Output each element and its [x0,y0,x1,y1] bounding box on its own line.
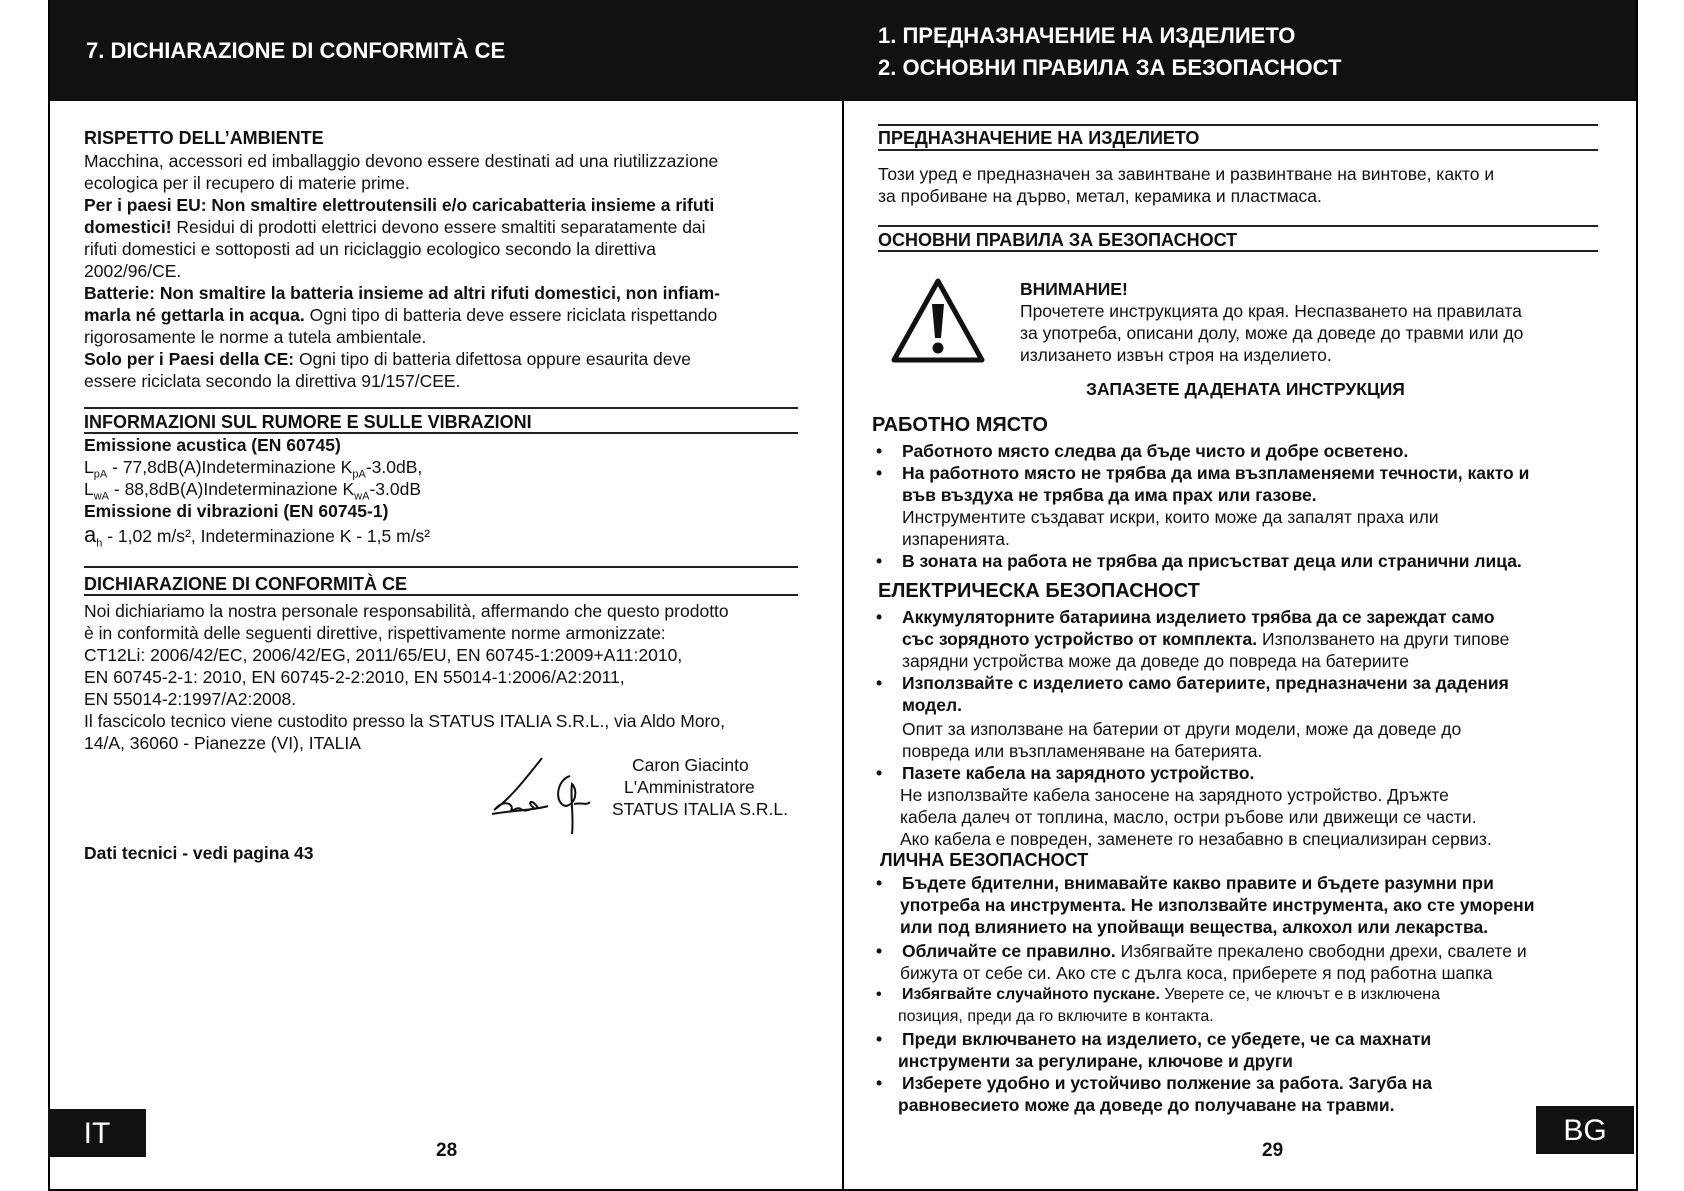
page-right: 1. ПРЕДНАЗНАЧЕНИЕ НА ИЗДЕЛИЕТО 2. ОСНОВНИ ПРАВИЛА ЗА БЕЗОПАСНОСТ ПРЕДНАЗНАЧЕНИЕ НА ИЗДЕЛИЕТО Този уред е предназначен за завинтване и развинтване на винтове, както и за пробиване на дърво, метал, керамика и пластмаса. ОСНОВНИ ПРАВИЛА ЗА БЕЗОПАСНОСТ ВНИМАНИЕ! Прочетете инструкцията до края. Неспазването на правилата за употреба, описани долу, може да доведе до травми или до излизането извън строя на изделието. ЗАПАЗЕТЕ ДАДЕНАТА ИНСТРУКЦИЯ РАБОТНО МЯСТО • Работното място следва да бъде чисто и добре осветено. • На работното място не трябва да има възпламеняеми течности, както и във въздуха не трябва да има прах или газове. Инструментите създават искри, които може да запалят праха или изпаренията. • В зоната на работа не трябва да присъстват деца или странични лица. ЕЛЕКТРИЧЕСКА БЕЗОПАСНОСТ • Аккумуляторните батариина изделието трябва да се зареждат само със зорядното устройство от комплекта. Използването на други типове зарядни устройства може да доведе до повреда на батериите • Използвайте с изделието само батериите, предназначени за дадения модел. Опит за използване на батерии от други модели, може да доведе до повреда или възпламеняване на батерията. • Пазете кабела на зарядното устройство. Не използвайте кабела заносене на зарядното устройство. Дръжте кабела далеч от топлина, масло, остри ръбове или движещи се части. Ако кабела е повреден, заменете го незабавно в специализиран сервиз. ЛИЧНА БЕЗОПАСНОСТ • Бъдете бдителни, внимавайте какво правите и бъдете разумни при употреба на инструмента. Не използвайте инструмента, ако сте уморени или под влиянието на упойващи вещества, алкохол или лекарства. • Обличайте се правилно. Избягвайте прекалено свободни дрехи, свалете и бижута от себе си. Ако сте с дълга коса, приберете я под работна шапка • Избягвайте случайното пускане. Уверете се, че ключът е в изключена позиция, преди да го включите в контакта. • Преди включването на изделието, се убедете, че са махнати инструменти за регулиране, ключове и други • Изберете удобно и устойчиво полжение за работа. Загуба на равновесието може да доведе до получаване на травми. 29 BG [842,0,1638,1191]
decl-title: DICHIARAZIONE DI CONFORMITÀ CE [84,574,407,594]
warning-line: за употреба, описани долу, може да доведе до травми или до [1020,323,1524,343]
vib-title: Emissione di vibrazioni (EN 60745-1) [84,501,389,521]
acoustic-title: Emissione acustica (EN 60745) [84,435,341,455]
env-line: rifuti domestici e sottoposti ad un riciclaggio ecologico secondo la direttiva [84,239,656,259]
ah-value: $a_h - 1,02$ m/s², Indeterminazione K - 1,5 m/s² [84,522,431,550]
divider [84,594,798,596]
decl-line: è in conformità delle seguenti direttive, rispettivamente norme armonizzate: [84,623,666,643]
keep-instructions: ЗАПАЗЕТЕ ДАДЕНАТА ИНСТРУКЦИЯ [1086,379,1405,399]
page-title: 7. DICHIARAZIONE DI CONFORMITÀ CE [86,38,506,63]
list-item-cont: бижута от себе си. Ако сте с дълга коса, приберете я под работна шапка [900,963,1493,983]
page-title: 1. ПРЕДНАЗНАЧЕНИЕ НА ИЗДЕЛИЕТО [878,23,1296,48]
env-title: RISPETTO DELL’AMBIENTE [84,128,324,148]
list-item-cont: изпаренията. [902,529,1010,549]
lpa-value: $L_{pA}$ - 77,8dB(A)Indeterminazione $K_{pA}-3.0dB$, [84,457,423,481]
divider [84,407,798,409]
warning-line: Прочетете инструкцията до края. Неспазването на правилата [1020,301,1522,321]
safety-title: ОСНОВНИ ПРАВИЛА ЗА БЕЗОПАСНОСТ [878,230,1238,250]
env-line: marla né gettarla in acqua. Ogni tipo di batteria deve essere riciclata rispettando [84,305,718,325]
signature-icon [486,750,610,836]
personal-title: ЛИЧНА БЕЗОПАСНОСТ [880,850,1089,870]
decl-line: Noi dichiariamo la nostra personale responsabilità, affermando che questo prodotto [84,601,729,621]
env-line: Per i paesi EU: Non smaltire elettroutensili e/o caricabatteria insieme a rifuti [84,195,715,215]
list-item-cont: Не използвайте кабела заносене на зарядното устройство. Дръжте [900,785,1449,805]
page-number: 29 [1262,1140,1284,1161]
list-item-cont: модел. [902,695,962,715]
env-line: essere riciclata secondo la direttiva 91/157/CEE. [84,371,461,391]
env-line: Macchina, accessori ed imballaggio devono essere destinati ad una riutilizzazione [84,151,719,171]
divider [878,149,1598,151]
list-item-cont: със зорядното устройство от комплекта. Използването на други типове [902,629,1510,649]
page-subtitle: 2. ОСНОВНИ ПРАВИЛА ЗА БЕЗОПАСНОСТ [878,55,1342,80]
list-item-cont: във въздуха не трябва да има прах или газове. [902,485,1317,505]
list-item-cont: зарядни устройства може да доведе до повреда на батериите [902,651,1409,671]
env-line: ecologica per il recupero di materie prime. [84,173,410,193]
warning-triangle-icon [890,276,986,366]
list-item-cont: кабела далеч от топлина, масло, остри ръбове или движещи се части. [900,807,1477,827]
list-item-cont: Ако кабела е повреден, заменете го незабавно в специализиран сервиз. [900,829,1492,849]
page-number: 28 [436,1140,458,1161]
language-badge: BG [1536,1106,1634,1154]
electric-title: ЕЛЕКТРИЧЕСКА БЕЗОПАСНОСТ [878,580,1200,602]
list-item-cont: Инструментите създават искри, които може да запалят праха или [902,507,1439,527]
env-line: 2002/96/CE. [84,261,182,281]
noise-title: INFORMAZIONI SUL RUMORE E SULLE VIBRAZIONI [84,412,532,432]
decl-line: EN 55014-2:1997/A2:2008. [84,689,297,709]
purpose-title: ПРЕДНАЗНАЧЕНИЕ НА ИЗДЕЛИЕТО [878,128,1200,148]
header-bar [842,0,1636,101]
env-line: domestici! Residui di prodotti elettrici devono essere smaltiti separatamente dai [84,217,706,237]
purpose-line: Този уред е предназначен за завинтване и развинтване на винтове, както и [878,164,1495,184]
page-left [48,0,844,1191]
signer-company: STATUS ITALIA S.R.L. [612,799,789,819]
decl-line: CT12Li: 2006/42/EC, 2006/42/EG, 2011/65/EU, EN 60745-1:2009+A11:2010, [84,645,683,665]
env-line: rigorosamente le norme a tutela ambientale. [84,327,427,347]
list-item-cont: равновесието може да доведе до получаване на травми. [898,1095,1395,1115]
list-item-cont: инструменти за регулиране, ключове и други [898,1051,1293,1071]
workplace-title: РАБОТНО МЯСТО [872,414,1048,436]
list-item-cont: или под влиянието на упойващи вещества, алкохол или лекарства. [900,917,1489,937]
env-line: Batterie: Non smaltire la batteria insieme ad altri rifuti domestici, non infiam- [84,283,720,303]
header-bar [50,0,842,101]
divider [878,250,1598,252]
divider [878,124,1598,126]
signer-name: Caron Giacinto [632,755,749,775]
env-line: Solo per i Paesi della CE: Ogni tipo di batteria difettosa oppure esaurita deve [84,349,691,369]
list-item-cont: употреба на инструмента. Не използвайте инструмента, ако сте уморени [900,895,1535,915]
signer-role: L'Amministratore [624,777,755,797]
list-item-cont: Опит за използване на батерии от други модели, може да доведе до [902,719,1462,739]
warning-title: ВНИМАНИЕ! [1020,279,1128,299]
divider [84,566,798,568]
list-item-cont: повреда или възпламеняване на батерията. [902,741,1263,761]
decl-line: 14/A, 36060 - Pianezze (VI), ITALIA [84,733,361,753]
decl-line: EN 60745-2-1: 2010, EN 60745-2-2:2010, EN 55014-1:2006/A2:2011, [84,667,625,687]
list-item-cont: позиция, преди да го включите в контакта. [898,1008,1214,1025]
decl-line: Il fascicolo tecnico viene custodito presso la STATUS ITALIA S.R.L., via Aldo Moro, [84,711,725,731]
warning-line: излизането извън строя на изделието. [1020,345,1332,365]
divider [878,225,1598,227]
purpose-line: за пробиване на дърво, метал, керамика и пластмаса. [878,186,1322,206]
lwa-value: $L_{wA}$ - 88,8dB(A)Indeterminazione $K_{wA}-3.0dB$ [84,479,421,503]
language-badge: IT [48,1109,146,1157]
tech-data-note: Dati tecnici - vedi pagina 43 [84,843,314,863]
